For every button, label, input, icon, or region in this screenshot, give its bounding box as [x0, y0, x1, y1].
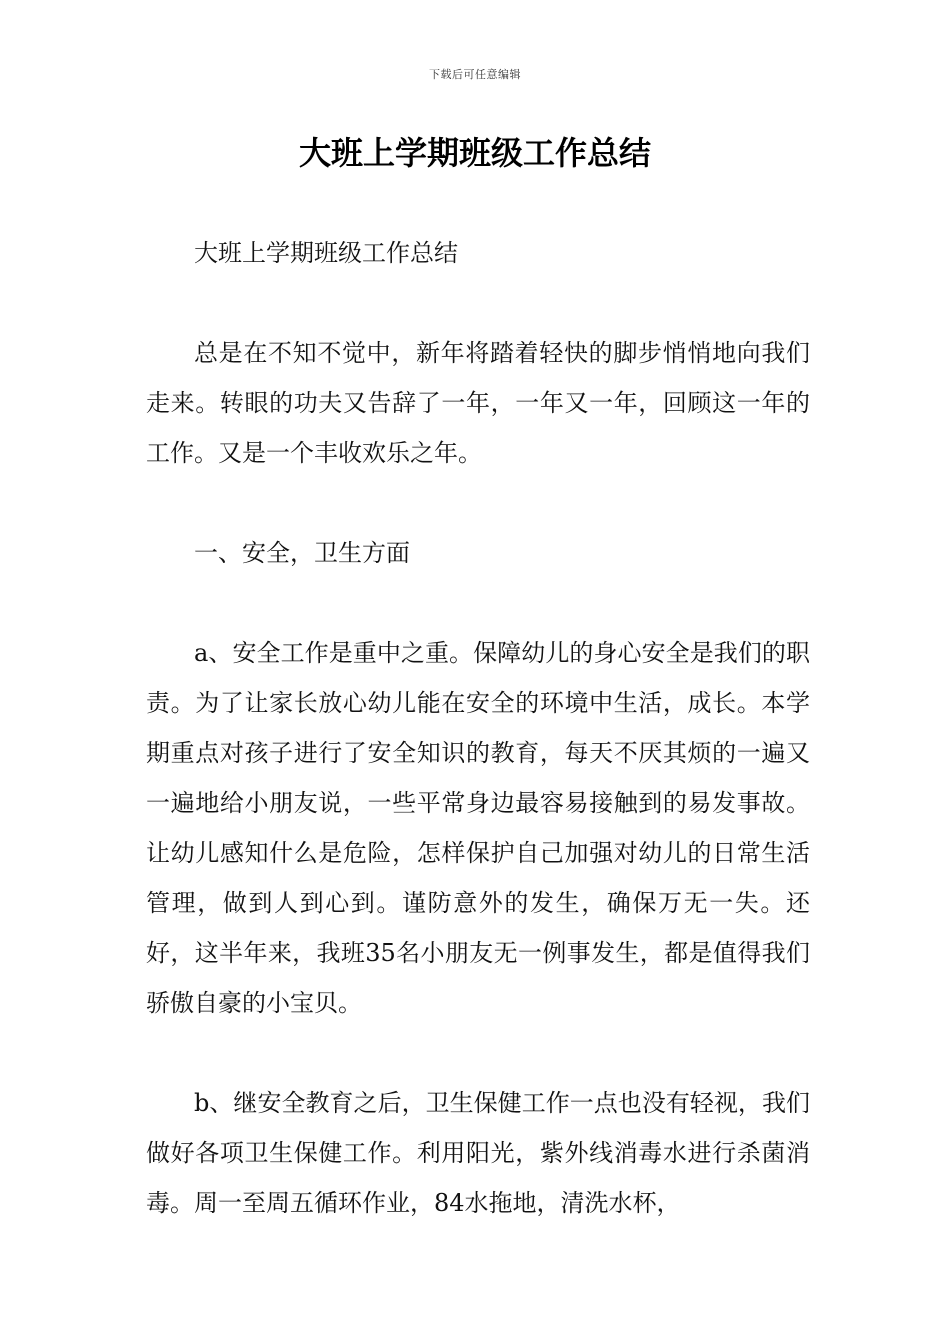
subtitle-paragraph: 大班上学期班级工作总结: [194, 239, 458, 267]
section-heading-safety-hygiene: 一、安全，卫生方面: [194, 539, 410, 567]
download-note: 下载后可任意编辑: [429, 68, 521, 81]
safety-paragraph: a、安全工作是重中之重。保障幼儿的身心安全是我们的职责。为了让家长放心幼儿能在安全的环境中生活，成长。本学期重点对孩子进行了安全知识的教育，每天不厌其烦的一遍又一遍地给小朋友说，一些平常身边最容易接触到的易发事故。让幼儿感知什么是危险，怎样保护自己加强对幼儿的日常生活管理，做到人到心到。谨防意外的发生，确保万无一失。还好，这半年来，我班35名小朋友无一例事发生，都是值得我们骄傲自豪的小宝贝。: [146, 639, 810, 1017]
document-title: 大班上学期班级工作总结: [298, 134, 651, 172]
paragraph-gap: [146, 1028, 810, 1078]
intro-paragraph: 总是在不知不觉中，新年将踏着轻快的脚步悄悄地向我们走来。转眼的功夫又告辞了一年，一年又一年，回顾这一年的工作。又是一个丰收欢乐之年。: [146, 339, 810, 467]
hygiene-paragraph: b、继安全教育之后，卫生保健工作一点也没有轻视，我们做好各项卫生保健工作。利用阳光，紫外线消毒水进行杀菌消毒。周一至周五循环作业，84水拖地，清洗水杯，: [146, 1089, 810, 1217]
document-body: [146, 228, 810, 1228]
paragraph-gap: [146, 478, 810, 528]
paragraph-gap: [146, 278, 810, 328]
paragraph-gap: [146, 578, 810, 628]
